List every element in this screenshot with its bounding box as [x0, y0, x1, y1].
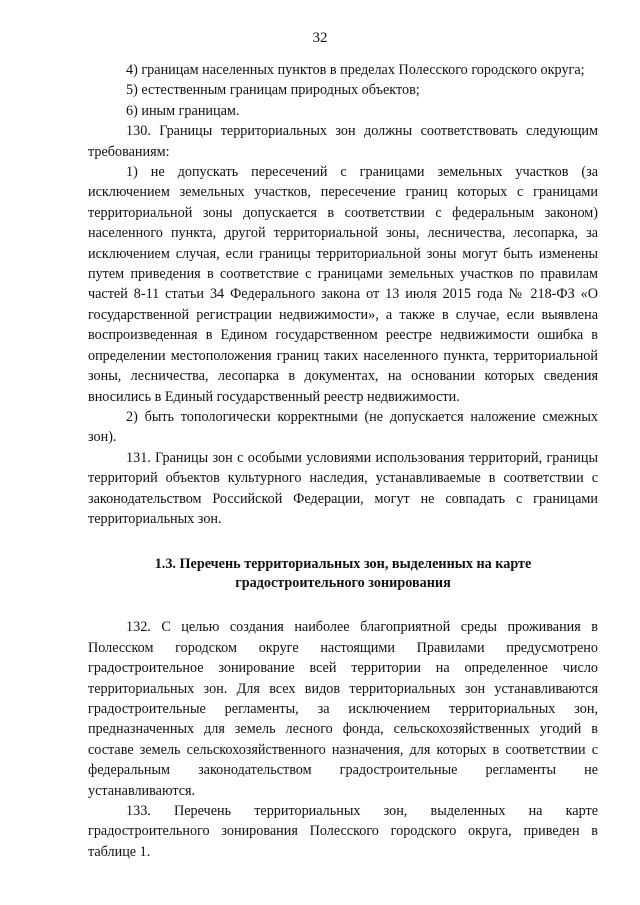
paragraph-item-4: 4) границам населенных пунктов в пределах Полесского городского округа; [126, 62, 585, 78]
paragraph-130-item-1: 1) не допускать пересечений с границами земельных участков (за исключением земельных участков, пересечение границ которых с границами территориальной зоны допускается в соответствии с федеральным законом) населенного пункта, другой территориальной зоны, лесничества, лесопарка, за исключением случая, если границы территориальной зоны могут быть изменены путем приведения в соответствие с границами земельных участков по правилам частей 8-11 статьи 34 Федерального закона от 13 июля 2015 года № 218-ФЗ «О государственной регистрации недвижимости», а также в случае, если выявлена воспроизведенная в Едином государственном реестре недвижимости ошибка в определении местоположения границ таких населенного пункта, территориальной зоны, лесничества, лесопарка в документах, на основании которых сведения вносились в Единый государственный реестр недвижимости. [88, 164, 598, 405]
document-body [88, 60, 598, 862]
section-heading: 1.3. Перечень территориальных зон, выделенных на карте градостроительного зонирования [154, 556, 532, 592]
paragraph-132: 132. С целью создания наиболее благоприятной среды проживания в Полесском городском округе настоящими Правилами предусмотрено градостроительное зонирование всей территории на определенное число территориальных зон. Для всех видов территориальных зон устанавливаются градостроительные регламенты, за исключением территориальных зон, предназначенных для земель лесного фонда, сельскохозяйственных угодий в составе земель сельскохозяйственного назначения, для которых в соответствии с федеральным законодательством градостроительные регламенты не устанавливаются. [88, 619, 598, 799]
paragraph-131: 131. Границы зон с особыми условиями использования территорий, границы территорий объектов культурного наследия, устанавливаемые в соответствии с законодательством Российской Федерации, могут не совпадать с границами территориальных зон. [88, 449, 598, 527]
page-number: 32 [312, 30, 328, 46]
paragraph-133: 133. Перечень территориальных зон, выделенных на карте градостроительного зонирования Полесского городского округа, приведен в таблице 1. [88, 803, 598, 860]
paragraph-130-item-2: 2) быть топологически корректными (не допускается наложение смежных зон). [88, 408, 598, 446]
paragraph-item-6: 6) иным границам. [126, 102, 240, 119]
paragraph-item-5: 5) естественным границам природных объектов; [126, 82, 420, 99]
paragraph-130: 130. Границы территориальных зон должны соответствовать следующим требованиям: [88, 123, 598, 160]
